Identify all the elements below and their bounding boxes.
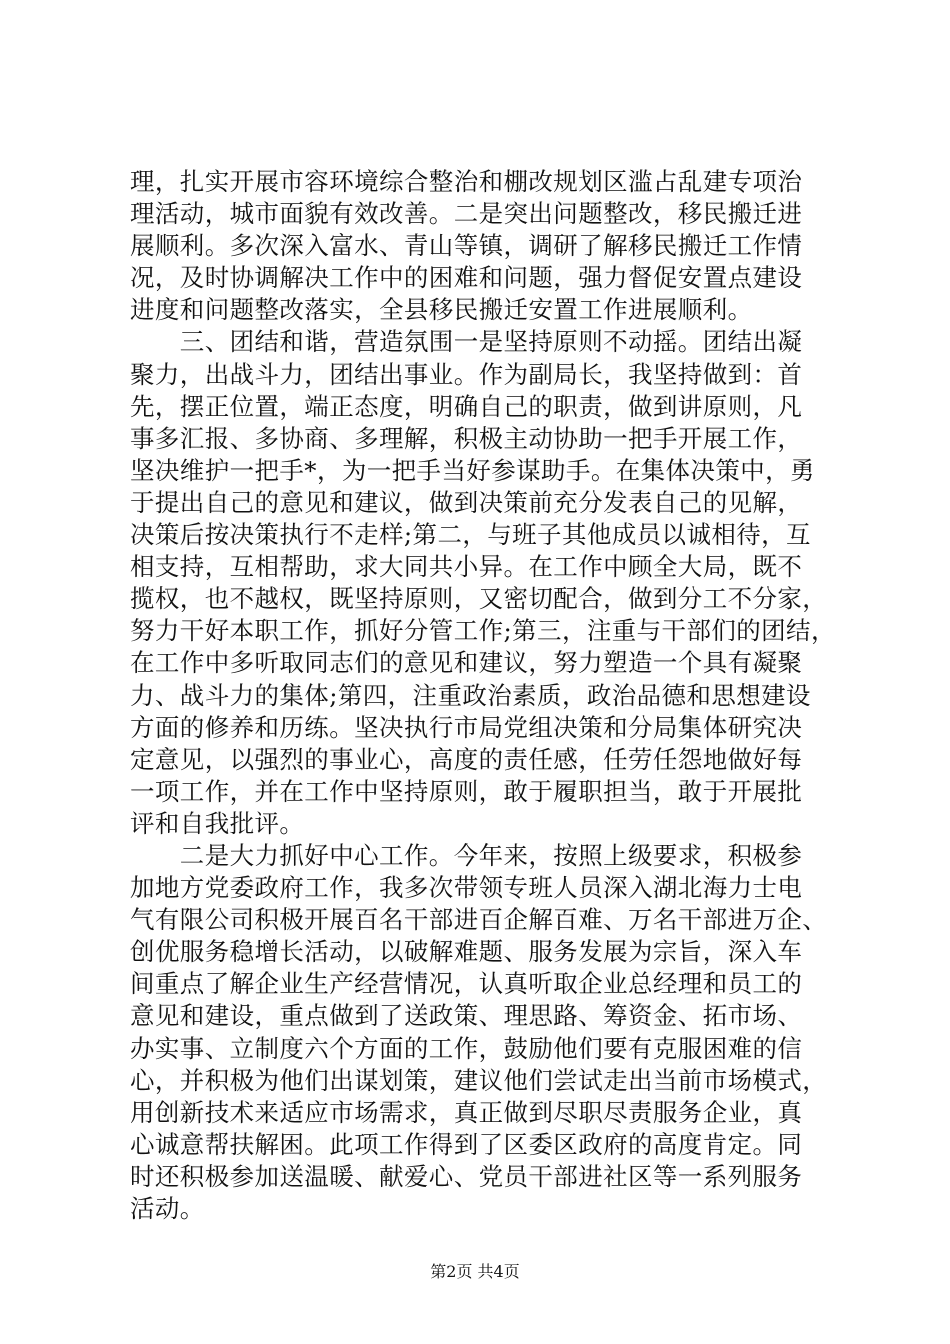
text-line: 理活动，城市面貌有效改善。二是突出问题整改，移民搬迁进 — [130, 199, 803, 229]
text-line: 时还积极参加送温暖、献爱心、党员干部进社区等一系列服务 — [130, 1161, 803, 1191]
text-line: 用创新技术来适应市场需求，真正做到尽职尽责服务企业，真 — [130, 1097, 803, 1127]
text-line: 先，摆正位置，端正态度，明确自己的职责，做到讲原则，凡 — [130, 391, 803, 421]
text-line: 办实事、立制度六个方面的工作，鼓励他们要有克服困难的信 — [130, 1033, 803, 1063]
text-line: 方面的修养和历练。坚决执行市局党组决策和分局集体研究决 — [130, 712, 803, 742]
text-line: 揽权，也不越权，既坚持原则，又密切配合，做到分工不分家， — [130, 584, 828, 614]
text-line: 评和自我批评。 — [130, 808, 305, 838]
text-line: 心，并积极为他们出谋划策，建议他们尝试走出当前市场模式， — [130, 1065, 828, 1095]
text-line: 事多汇报、多协商、多理解，积极主动协助一把手开展工作， — [130, 423, 803, 453]
text-line: 展顺利。多次深入富水、青山等镇，调研了解移民搬迁工作情 — [130, 231, 803, 261]
text-line: 况，及时协调解决工作中的困难和问题，强力督促安置点建设 — [130, 263, 803, 293]
text-line: 创优服务稳增长活动，以破解难题、服务发展为宗旨，深入车 — [130, 937, 803, 967]
text-line: 力、战斗力的集体;第四，注重政治素质，政治品德和思想建设 — [130, 680, 811, 710]
text-line: 进度和问题整改落实，全县移民搬迁安置工作进展顺利。 — [130, 295, 753, 325]
text-line: 加地方党委政府工作，我多次带领专班人员深入湖北海力士电 — [130, 873, 803, 903]
text-line: 二是大力抓好中心工作。今年来，按照上级要求，积极参 — [130, 840, 803, 870]
text-line: 理，扎实开展市容环境综合整治和棚改规划区滥占乱建专项治 — [130, 167, 803, 196]
text-line: 间重点了解企业生产经营情况，认真听取企业总经理和员工的 — [130, 969, 803, 999]
text-line: 意见和建设，重点做到了送政策、理思路、筹资金、拓市场、 — [130, 1001, 803, 1031]
text-line: 三、团结和谐，营造氛围一是坚持原则不动摇。团结出凝 — [130, 327, 803, 357]
body-text — [130, 166, 840, 1225]
text-line: 在工作中多听取同志们的意见和建议，努力塑造一个具有凝聚 — [130, 648, 803, 678]
text-line: 努力干好本职工作，抓好分管工作;第三，注重与干部们的团结， — [130, 616, 836, 646]
text-line: 一项工作，并在工作中坚持原则，敢于履职担当，敢于开展批 — [130, 776, 803, 806]
text-line: 决策后按决策执行不走样;第二，与班子其他成员以诚相待，互 — [130, 520, 811, 550]
page-footer: 第2页 共4页 — [430, 1262, 520, 1281]
text-line: 坚决维护一把手*，为一把手当好参谋助手。在集体决策中，勇 — [130, 455, 815, 485]
text-line: 气有限公司积极开展百名干部进百企解百难、万名干部进万企、 — [130, 905, 828, 935]
text-line: 心诚意帮扶解困。此项工作得到了区委区政府的高度肯定。同 — [130, 1129, 803, 1159]
text-line: 于提出自己的意见和建议，做到决策前充分发表自己的见解， — [130, 487, 803, 517]
text-line: 活动。 — [130, 1194, 205, 1223]
text-line: 定意见，以强烈的事业心，高度的责任感，任劳任怨地做好每 — [130, 744, 803, 774]
text-line: 聚力，出战斗力，团结出事业。作为副局长，我坚持做到：首 — [130, 359, 803, 389]
text-line: 相支持，互相帮助，求大同共小异。在工作中顾全大局，既不 — [130, 552, 803, 582]
